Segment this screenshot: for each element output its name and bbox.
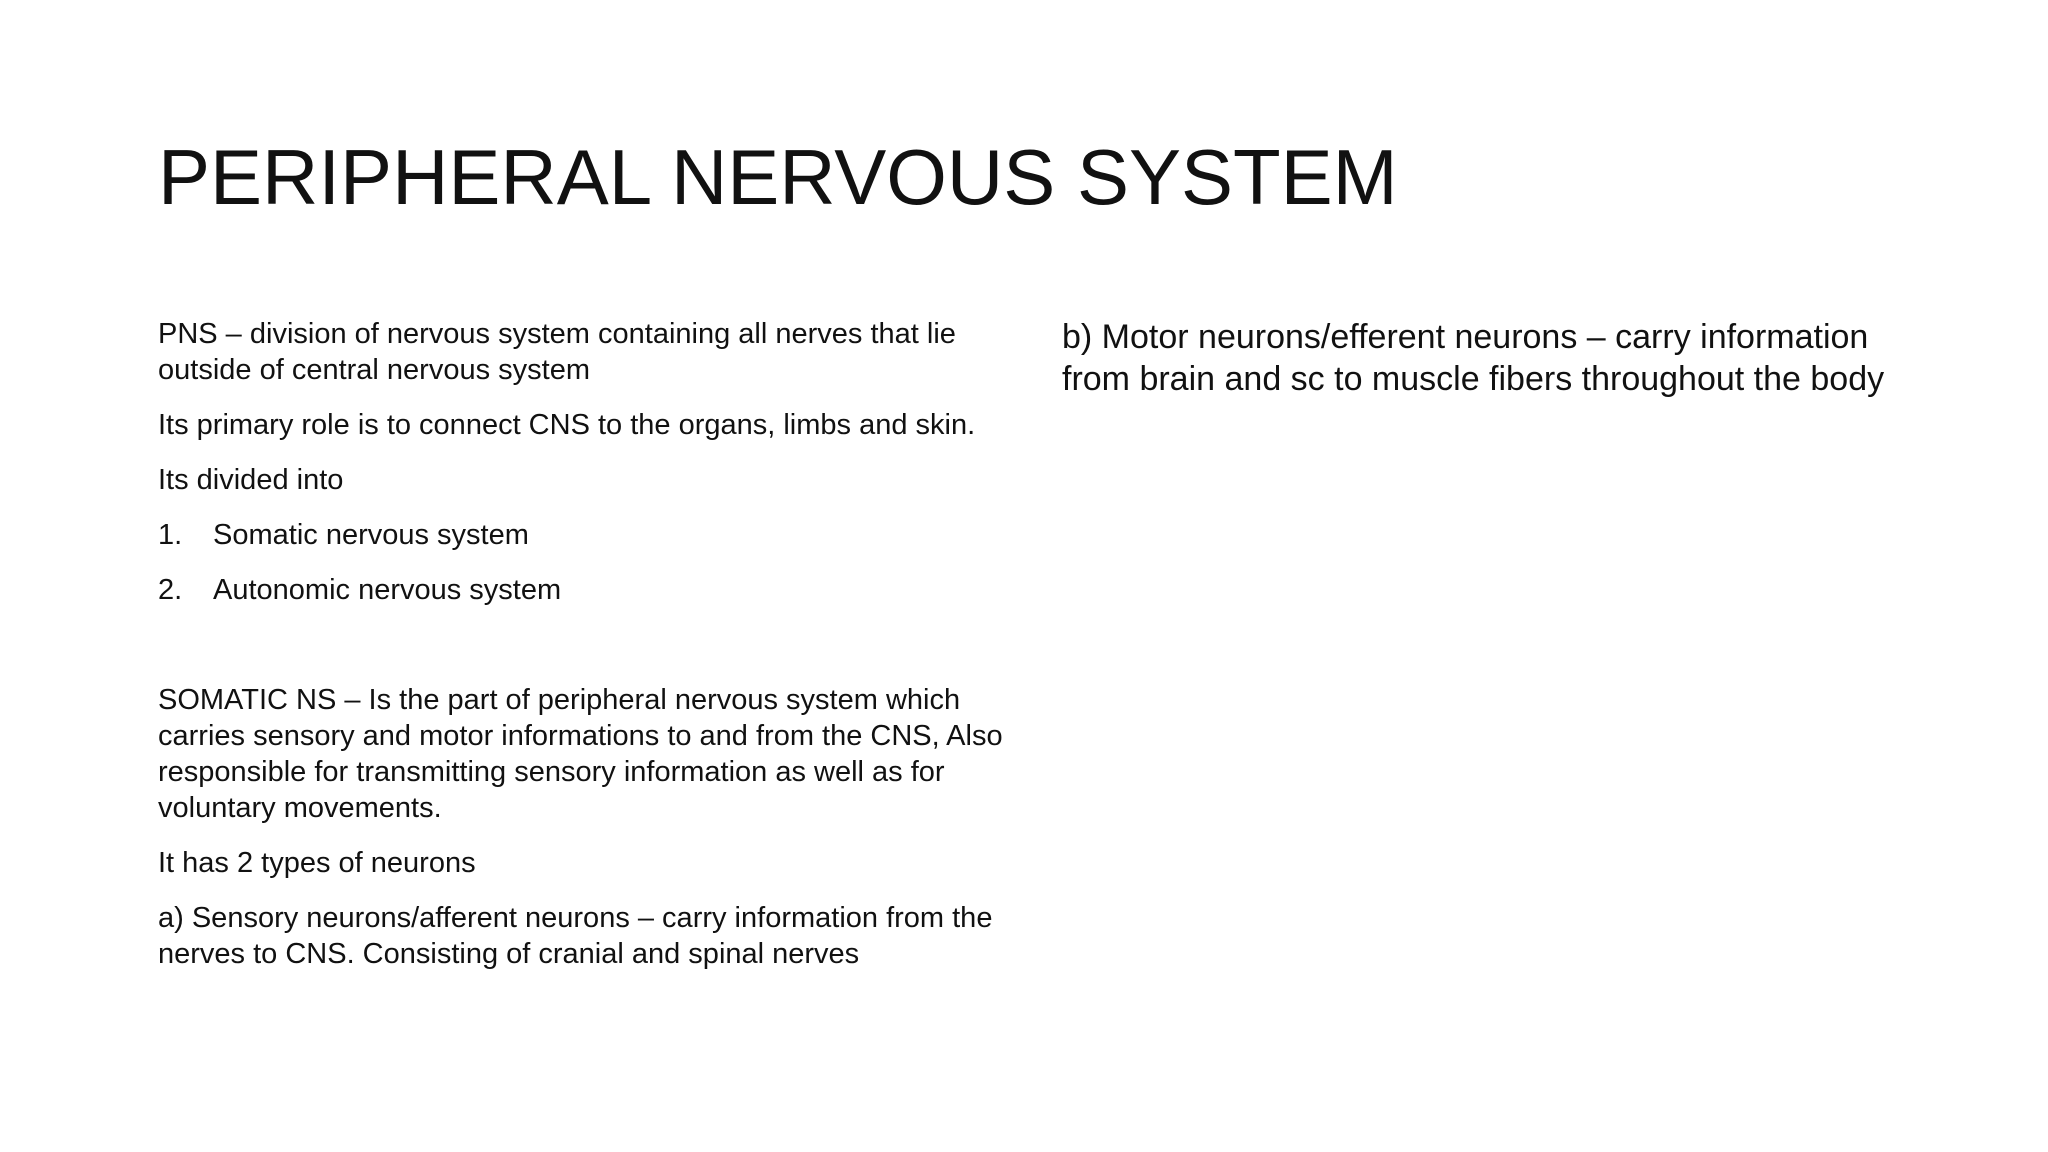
list-item-number: 1. bbox=[158, 519, 183, 551]
pns-definition: PNS – division of nervous system containing all nerves that lie outside of central nervous system bbox=[158, 318, 956, 386]
list-item bbox=[158, 517, 1018, 553]
spacer bbox=[158, 627, 1018, 682]
list-item-number: 2. bbox=[158, 574, 183, 606]
slide-title: PERIPHERAL NERVOUS SYSTEM bbox=[158, 133, 1398, 221]
motor-neurons: b) Motor neurons/efferent neurons – carry information from brain and sc to muscle fibers throughout the body bbox=[1062, 318, 1885, 398]
list-item-text: Autonomic nervous system bbox=[213, 574, 562, 606]
neuron-types-intro: It has 2 types of neurons bbox=[158, 847, 476, 879]
left-column bbox=[158, 316, 1018, 991]
list-item-text: Somatic nervous system bbox=[213, 519, 529, 551]
somatic-ns-definition: SOMATIC NS – Is the part of peripheral nervous system which carries sensory and motor informations to and from the CNS, Also responsible for transmitting sensory information as well as for voluntary movements. bbox=[158, 684, 1003, 824]
right-column bbox=[1062, 316, 1922, 400]
sensory-neurons: a) Sensory neurons/afferent neurons – carry information from the nerves to CNS. Consisting of cranial and spinal nerves bbox=[158, 902, 993, 970]
pns-divisions-list bbox=[158, 517, 1018, 608]
pns-role: Its primary role is to connect CNS to the organs, limbs and skin. bbox=[158, 409, 976, 441]
pns-divisions-intro: Its divided into bbox=[158, 464, 344, 496]
list-item bbox=[158, 572, 1018, 608]
